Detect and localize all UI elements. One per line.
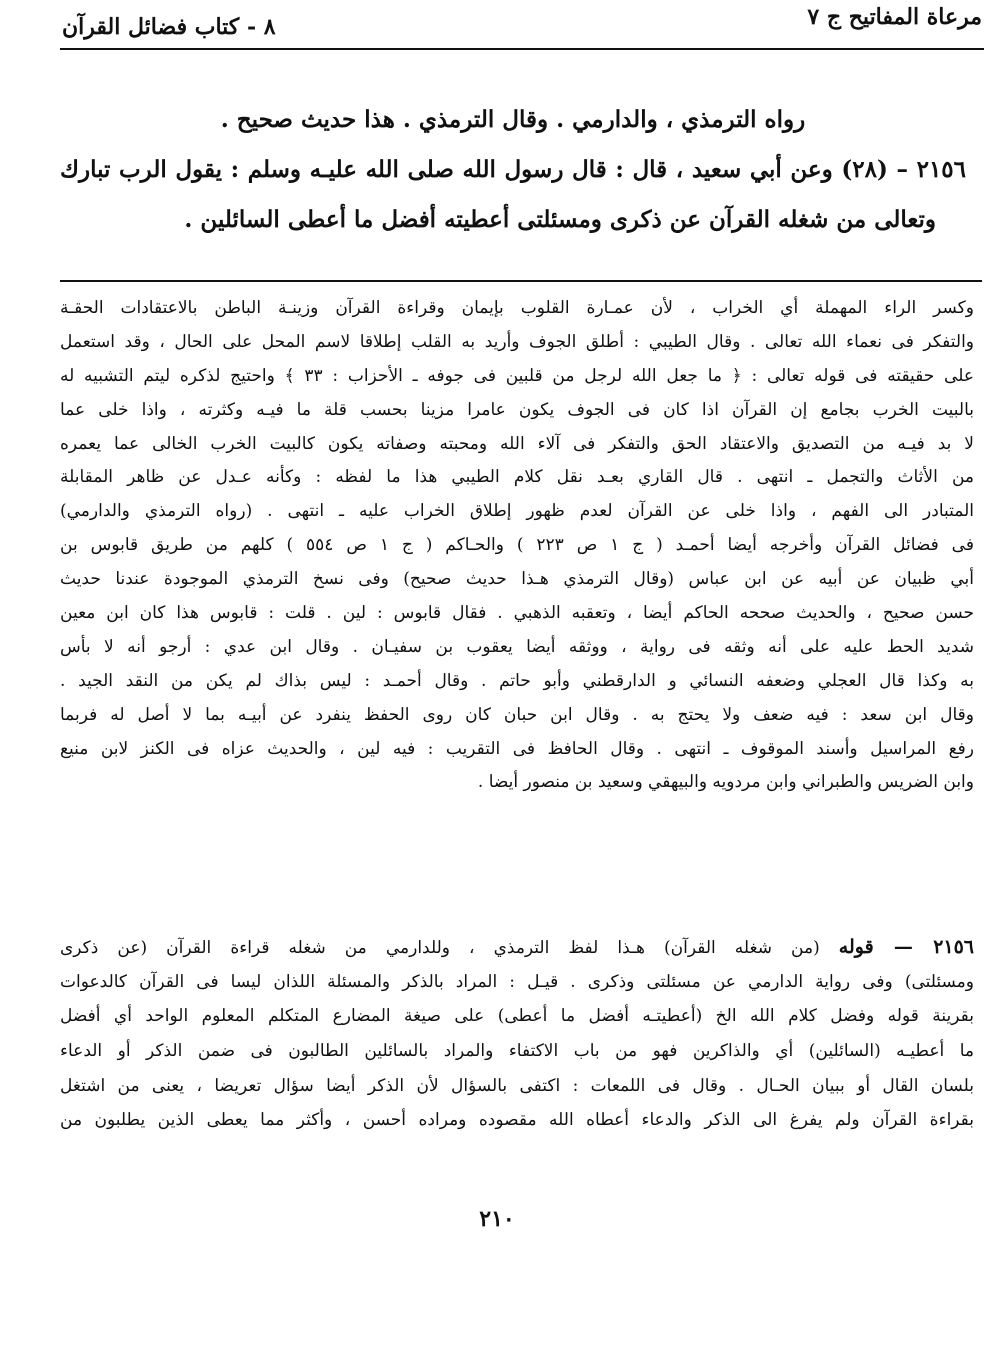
commentary-line: به وكذا قال العجلي وضعفه النسائي و الدارقطني وأبو حاتم . وقال أحمـد : ليس بذاك لم يكن من النقد الجيد . [60, 670, 974, 691]
commentary-line: والتفكر فى نعماء الله تعالى . وقال الطيبي : أطلق الجوف وأريد به القلب إطلاقا لاسم المحل على الحال ، وقد استعمل [60, 331, 974, 352]
main-line-2: ٢١٥٦ – (٢٨) وعن أبي سعيد ، قال : قال رسول الله صلى الله عليـه وسلم : يقول الرب تبارك [60, 156, 966, 183]
commentary-line: حسن صحيح ، والحديث صححه الحاكم أيضا ، وتعقبه الذهبي . فقال قابوس : لين . قلت : قابوس هذا كان ابن معين [60, 603, 974, 624]
commentary-line: لا بد فيـه من التصديق والاعتقاد الحق والتفكر فى آلاء الله ومحبته وصفاته يكون كالبيت الخرب الخالى عما يعمره [60, 433, 974, 454]
commentary-line: شديد الحط عليه على أنه وثقه فى رواية ، ووثقه أيضا يعقوب بن سفيـان . وقال ابن عدي : أرجو أنه لا بأس [60, 636, 974, 657]
commentary-line: وابن الضريس والطبراني وابن مردويه والبيهقي وسعيد بن منصور أيضا . [477, 772, 974, 793]
commentary-line: بقرينة قوله وفضل كلام الله الخ (أعطيتـه أفضل ما أعطى) على صيغة المضارع المتكلم المعلوم الواحد أي أفضل [60, 1006, 974, 1027]
header-rule [60, 48, 984, 50]
commentary-line: بالبيت الخرب بجامع إن القرآن اذا كان فى الجوف يكون عامرا مزينا بحسب قلة ما فيـه وكثرته ، واذا خلى عما [60, 399, 974, 420]
commentary-line: ومسئلتى) وفى رواية الدارمي عن مسئلتى وذكرى . قيـل : المراد بالذكر والمسئلة اللذان ليسا فى القرآن كالدعوات [60, 971, 974, 992]
commentary-block [60, 292, 974, 800]
commentary-line [60, 930, 974, 965]
running-header-book-title: مرعاة المفاتيح ج ٧ [807, 4, 982, 30]
commentary-line: المتبادر الى الفهم ، واذا خلى عن القرآن لعدم ظهور إطلاق الخراب عليه ـ انتهى . (رواه الترمذي والدارمي) [60, 501, 974, 522]
commentary-line: ما أعطيـه (السائلين) أي والذاكرين فهو من باب الاكتفاء والمراد بالسائلين الطالبون فى ضمن الذكر أو الدعاء [60, 1041, 974, 1062]
running-header-chapter: ٨ - كتاب فضائل القرآن [62, 14, 276, 40]
commentary-line-text: (من شغله القرآن) هـذا لفظ الترمذي ، وللدارمي من شغله قراءة القرآن (عن ذكرى [60, 938, 820, 958]
main-line-1: رواه الترمذي ، والدارمي . وقال الترمذي . هذا حديث صحيح . [220, 106, 806, 133]
commentary-line: فى فضائل القرآن وأخرجه أيضا أحمـد ( ج ١ ص ٢٢٣ ) والحـاكم ( ج ١ ص ٥٥٤ ) كلهم من طريق قابوس بن [60, 535, 974, 556]
main-text-block [60, 100, 966, 240]
commentary-line: رفع المراسيل وأسند الموقوف ـ انتهى . وقال الحافظ فى التقريب : فيه لين ، والحديث عزاه فى الكنز لابن منيع [60, 738, 974, 759]
commentary-line: وكسر الراء المهملة أي الخراب ، لأن عمـارة القلوب بإيمان وقراءة القرآن وزينـة الباطن بالاعتقادات الحقـة [60, 298, 974, 318]
commentary-line: أبي ظبيان عن أبيه عن ابن عباس (وقال الترمذي هـذا حديث صحيح) وفى نسخ الترمذي الموجودة عندنا حديث [60, 569, 974, 590]
commentary-line: من الأثاث والتجمل ـ انتهى . قال القاري بعـد نقل كلام الطيبي هذا ما لفظه : وكأنه عـدل عن ظاهر المقابلة [60, 467, 974, 488]
hadith-number-lead: ٢١٥٦ — قوله [838, 936, 974, 958]
commentary-line: بقراءة القرآن ولم يفرغ الى الذكر والدعاء أعطاه الله مقصوده ومراده أحسن ، وأكثر مما يعطى الذين يطلبون من [60, 1110, 974, 1131]
page-number: ٢١٠ [479, 1206, 515, 1232]
main-line-3: وتعالى من شغله القرآن عن ذكرى ومسئلتى أعطيته أفضل ما أعطى السائلين . [184, 206, 936, 233]
commentary-line: على حقيقته فى قوله تعالى : ﴿ ما جعل الله لرجل من قلبين فى جوفه ـ الأحزاب : ٣٣ ﴾ واحتيج لذكره ليتم التشبيه له [60, 365, 974, 386]
main-text-divider [60, 280, 982, 282]
commentary-line: بلسان القال أو ببيان الحـال . وقال فى اللمعات : اكتفى بالسؤال لأن الذكر أيضا سؤال تعريضا ، يعنى من اشتغل [60, 1075, 974, 1096]
commentary-line: وقال ابن سعد : فيه ضعف ولا يحتج به . وقال ابن حبان كان روى الحفظ ينفرد عن أبيـه بما لا أصل له فربما [60, 704, 974, 725]
commentary-section-2156 [60, 930, 974, 1138]
